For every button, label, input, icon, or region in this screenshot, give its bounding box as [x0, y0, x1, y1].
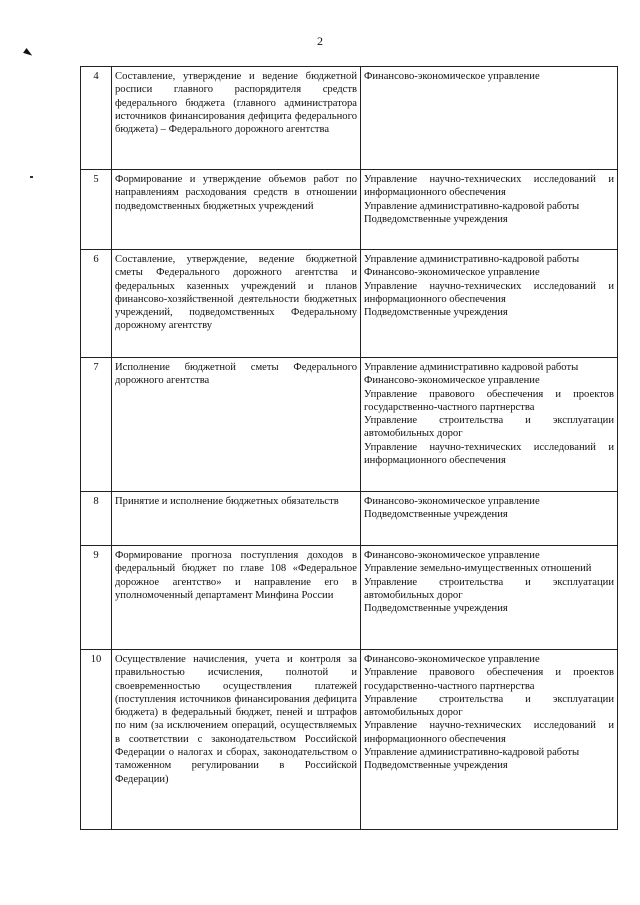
executor-line: Управление научно-технических исследований и информационного обеспечения — [364, 280, 614, 305]
executor-line: Финансово-экономическое управление — [364, 654, 540, 665]
task-cell: Исполнение бюджетной сметы Федерального дорожного агентства — [112, 358, 361, 492]
executor-line: Подведомственные учреждения — [364, 213, 508, 225]
executor-line: Управление земельно-имущественных отношений — [364, 563, 592, 575]
executor-line: Управление научно-технических исследований и информационного обеспечения — [364, 174, 614, 199]
row-number: 8 — [81, 492, 112, 546]
executors-cell — [361, 546, 618, 650]
executor-line: Финансово-экономическое управление — [364, 550, 540, 561]
responsibility-table — [80, 66, 618, 830]
page-number: 2 — [317, 34, 323, 48]
table-row — [81, 250, 618, 358]
executor-line: Управление строительства и эксплуатации автомобильных дорог — [364, 415, 614, 440]
table-row — [81, 358, 618, 492]
executor-line: Управление строительства и эксплуатации автомобильных дорог — [364, 576, 614, 601]
executor-line: Финансово-экономическое управление — [364, 71, 540, 82]
executors-cell — [361, 250, 618, 358]
table-row — [81, 67, 618, 170]
task-cell: Формирование и утверждение объемов работ по направлениям расходования средств в отношении подведомственных бюджетных учреждений — [112, 170, 361, 250]
executor-line: Управление административно-кадровой работы — [364, 747, 580, 759]
task-cell: Принятие и исполнение бюджетных обязательств — [112, 492, 361, 546]
row-number: 6 — [81, 250, 112, 358]
executor-line: Подведомственные учреждения — [364, 307, 508, 319]
executor-line: Подведомственные учреждения — [364, 760, 508, 772]
executor-line: Управление правового обеспечения и проектов государственно-частного партнерства — [364, 388, 614, 413]
table-row — [81, 546, 618, 650]
row-number: 5 — [81, 170, 112, 250]
executor-line: Управление строительства и эксплуатации автомобильных дорог — [364, 693, 614, 719]
executors-cell — [361, 650, 618, 830]
row-number: 7 — [81, 358, 112, 492]
task-cell: Формирование прогноза поступления доходов в федеральный бюджет по главе 108 «Федеральное дорожное агентство» и направление его в уполномоченный департамент Минфина России — [112, 546, 361, 650]
table-row — [81, 650, 618, 830]
table-row — [81, 170, 618, 250]
row-number: 10 — [81, 650, 112, 830]
scan-mark — [23, 48, 34, 58]
executor-line: Управление правового обеспечения и проектов государственно-частного партнерства — [364, 667, 614, 692]
executors-cell — [361, 492, 618, 546]
row-number: 9 — [81, 546, 112, 650]
scan-speck — [30, 176, 33, 178]
executor-line: Управление административно-кадровой работы — [364, 254, 580, 265]
executors-cell — [361, 358, 618, 492]
executors-cell — [361, 170, 618, 250]
executor-line: Управление научно-технических исследований и информационного обеспечения — [364, 720, 614, 745]
task-cell: Составление, утверждение и ведение бюджетной росписи главного распорядителя средств федерального бюджета (главного администратора источников финансирования дефицита федерального бюджета) – Федерального дорожного агентства — [112, 67, 361, 170]
executors-cell — [361, 67, 618, 170]
table-row — [81, 492, 618, 546]
task-cell: Осуществление начисления, учета и контроля за правильностью исчисления, полнотой и своевременностью осуществления платежей (поступления источников финансирования дефицита бюджета) в федеральный бюджет, пеней и штрафов по ним (за исключением операций, осуществляемых в соответствии с законодательством Российской Федерации о налогах и сборах, законодательством о таможенном регулировании в Российской Федерации) — [112, 650, 361, 830]
executor-line: Финансово-экономическое управление — [364, 496, 540, 507]
executor-line: Подведомственные учреждения — [364, 509, 508, 521]
executor-line: Финансово-экономическое управление — [364, 267, 540, 279]
row-number: 4 — [81, 67, 112, 170]
executor-line: Подведомственные учреждения — [364, 603, 508, 615]
executor-line: Управление административно кадровой работы — [364, 362, 579, 373]
task-cell: Составление, утверждение, ведение бюджетной сметы Федерального дорожного агентства и федеральных казенных учреждений и планов финансово-хозяйственной деятельности бюджетных учреждений, подведомственных Федеральному дорожному агентству — [112, 250, 361, 358]
executor-line: Финансово-экономическое управление — [364, 375, 540, 387]
executor-line: Управление научно-технических исследований и информационного обеспечения — [364, 441, 614, 467]
executor-line: Управление административно-кадровой работы — [364, 200, 580, 212]
